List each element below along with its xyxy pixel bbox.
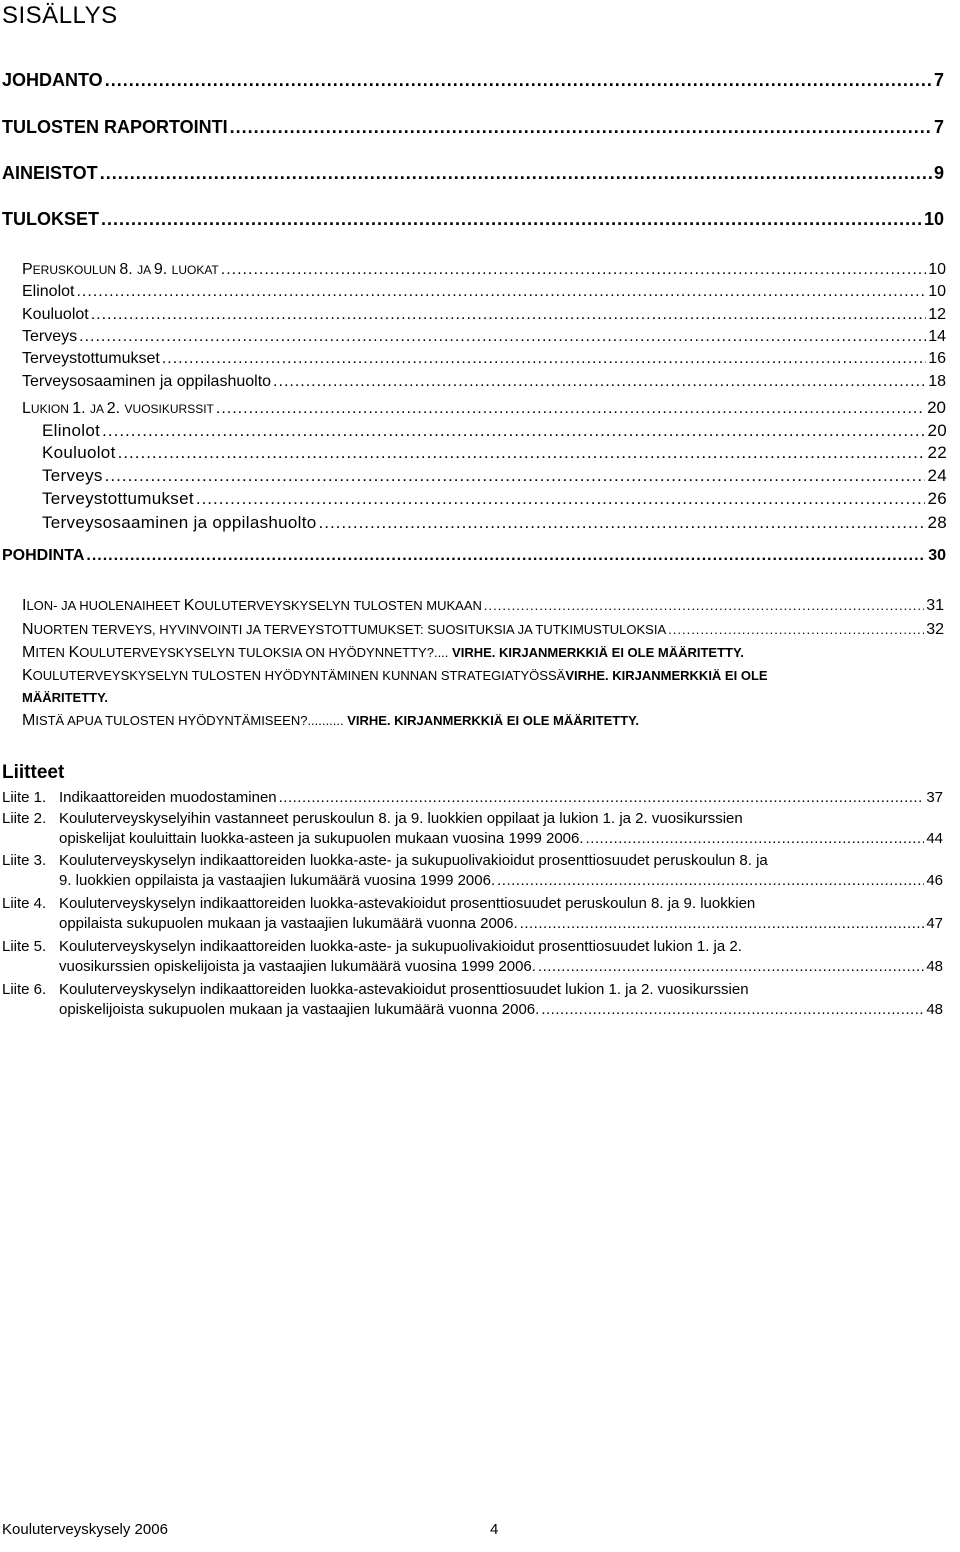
toc-entry-pk-terveysosaaminen[interactable]: Terveysosaaminen ja oppilashuolto ..... 18 <box>22 373 946 391</box>
appendices-heading: Liitteet <box>2 762 65 783</box>
toc-entry-ilon-ja-huolenaiheet[interactable]: ILON- JA HUOLENAIHEET KOULUTERVEYSKYSELYN TULOSTEN MUKAAN ..... 31 <box>22 597 944 615</box>
toc-entry-tulosten-raportointi[interactable]: TULOSTEN RAPORTOINTI ..... 7 <box>2 117 944 138</box>
toc-entry-aineistot[interactable]: AINEISTOT ..... 9 <box>2 163 944 184</box>
toc-entry-pk-terveys[interactable]: Terveys ..... 14 <box>22 328 946 346</box>
footer-title: Kouluterveyskysely 2006 <box>2 1521 168 1538</box>
toc-entry-lk-terveys[interactable]: Terveys ..... 24 <box>42 466 947 486</box>
toc-entry-miten-hyodynnetty[interactable]: MITEN KOULUTERVEYSKYSELYN TULOKSIA ON HYÖDYNNETTY?.... VIRHE. KIRJANMERKKIÄ EI OLE MÄÄRITETTY. <box>22 644 744 661</box>
toc-entry-pk-elinolot[interactable]: Elinolot ..... 10 <box>22 283 946 301</box>
toc-entry-peruskoulu[interactable]: PERUSKOULUN 8. JA 9. LUOKAT ..... 10 <box>22 261 946 279</box>
error-message-continued: MÄÄRITETTY. <box>22 690 108 705</box>
toc-entry-tulokset[interactable]: TULOKSET ..... 10 <box>2 209 944 230</box>
appendix-4[interactable]: Liite 4. Kouluterveyskyselyn indikaattoreiden luokka-astevakioidut prosenttiosuudet peruskoulun 8. ja 9. luokkien oppilaista sukupuolen mukaan ja vastaajien lukumäärä vuonna 2006. ..... 47 <box>2 894 943 936</box>
error-message: VIRHE. KIRJANMERKKIÄ EI OLE <box>565 668 768 683</box>
error-message: VIRHE. KIRJANMERKKIÄ EI OLE MÄÄRITETTY. <box>452 645 744 660</box>
page-number: 4 <box>490 1521 499 1538</box>
toc-entry-lk-terveystottumukset[interactable]: Terveystottumukset ..... 26 <box>42 489 947 509</box>
toc-entry-nuorten-terveys[interactable]: NUORTEN TERVEYS, HYVINVOINTI JA TERVEYSTOTTUMUKSET: SUOSITUKSIA JA TUTKIMUSTULOKSIA ..... 32 <box>22 621 944 639</box>
toc-entry-johdanto[interactable]: JOHDANTO ..... 7 <box>2 70 944 91</box>
toc-entry-lk-terveysosaaminen[interactable]: Terveysosaaminen ja oppilashuolto ..... 28 <box>42 513 947 533</box>
appendix-1[interactable]: Liite 1. Indikaattoreiden muodostaminen ..... 37 <box>2 788 943 808</box>
toc-entry-kunnan-strategiatyossa[interactable]: KOULUTERVEYSKYSELYN TULOSTEN HYÖDYNTÄMINEN KUNNAN STRATEGIATYÖSSÄVIRHE. KIRJANMERKKIÄ EI OLE <box>22 667 768 684</box>
appendix-2[interactable]: Liite 2. Kouluterveyskyselyihin vastanneet peruskoulun 8. ja 9. luokkien oppilaat ja lukion 1. ja 2. vuosikurssien opiskelijat kouluittain luokka-asteen ja sukupuolen mukaan vuosina 1999 2006. ..... 44 <box>2 809 943 851</box>
appendix-3[interactable]: Liite 3. Kouluterveyskyselyn indikaattoreiden luokka-aste- ja sukupuolivakioidut prosenttiosuudet peruskoulun 8. ja 9. luokkien oppilaista ja vastaajien lukumäärä vuosina 1999 2006. ..... 46 <box>2 851 943 893</box>
toc-entry-mista-apua[interactable]: MISTÄ APUA TULOSTEN HYÖDYNTÄMISEEN?.......... VIRHE. KIRJANMERKKIÄ EI OLE MÄÄRITETTY. <box>22 712 639 729</box>
toc-entry-pk-kouluolot[interactable]: Kouluolot ..... 12 <box>22 306 946 324</box>
error-message: VIRHE. KIRJANMERKKIÄ EI OLE MÄÄRITETTY. <box>347 713 639 728</box>
toc-entry-lk-elinolot[interactable]: Elinolot ..... 20 <box>42 421 947 441</box>
page-title: SISÄLLYS <box>2 2 118 29</box>
toc-entry-lukio[interactable]: LUKION 1. JA 2. VUOSIKURSSIT ..... 20 <box>22 398 946 418</box>
toc-entry-lk-kouluolot[interactable]: Kouluolot ..... 22 <box>42 443 947 463</box>
toc-entry-pk-terveystottumukset[interactable]: Terveystottumukset ..... 16 <box>22 350 946 368</box>
appendix-6[interactable]: Liite 6. Kouluterveyskyselyn indikaattoreiden luokka-astevakioidut prosenttiosuudet lukion 1. ja 2. vuosikurssien opiskelijoista sukupuolen mukaan ja vastaajien lukumäärä vuonna 2006. ..... 48 <box>2 980 943 1022</box>
appendix-5[interactable]: Liite 5. Kouluterveyskyselyn indikaattoreiden luokka-aste- ja sukupuolivakioidut prosenttiosuudet lukion 1. ja 2. vuosikurssien opiskelijoista ja vastaajien lukumäärä vuosina 1999 2006. ..... 48 <box>2 937 943 979</box>
toc-entry-pohdinta[interactable]: POHDINTA ..... 30 <box>2 547 946 565</box>
